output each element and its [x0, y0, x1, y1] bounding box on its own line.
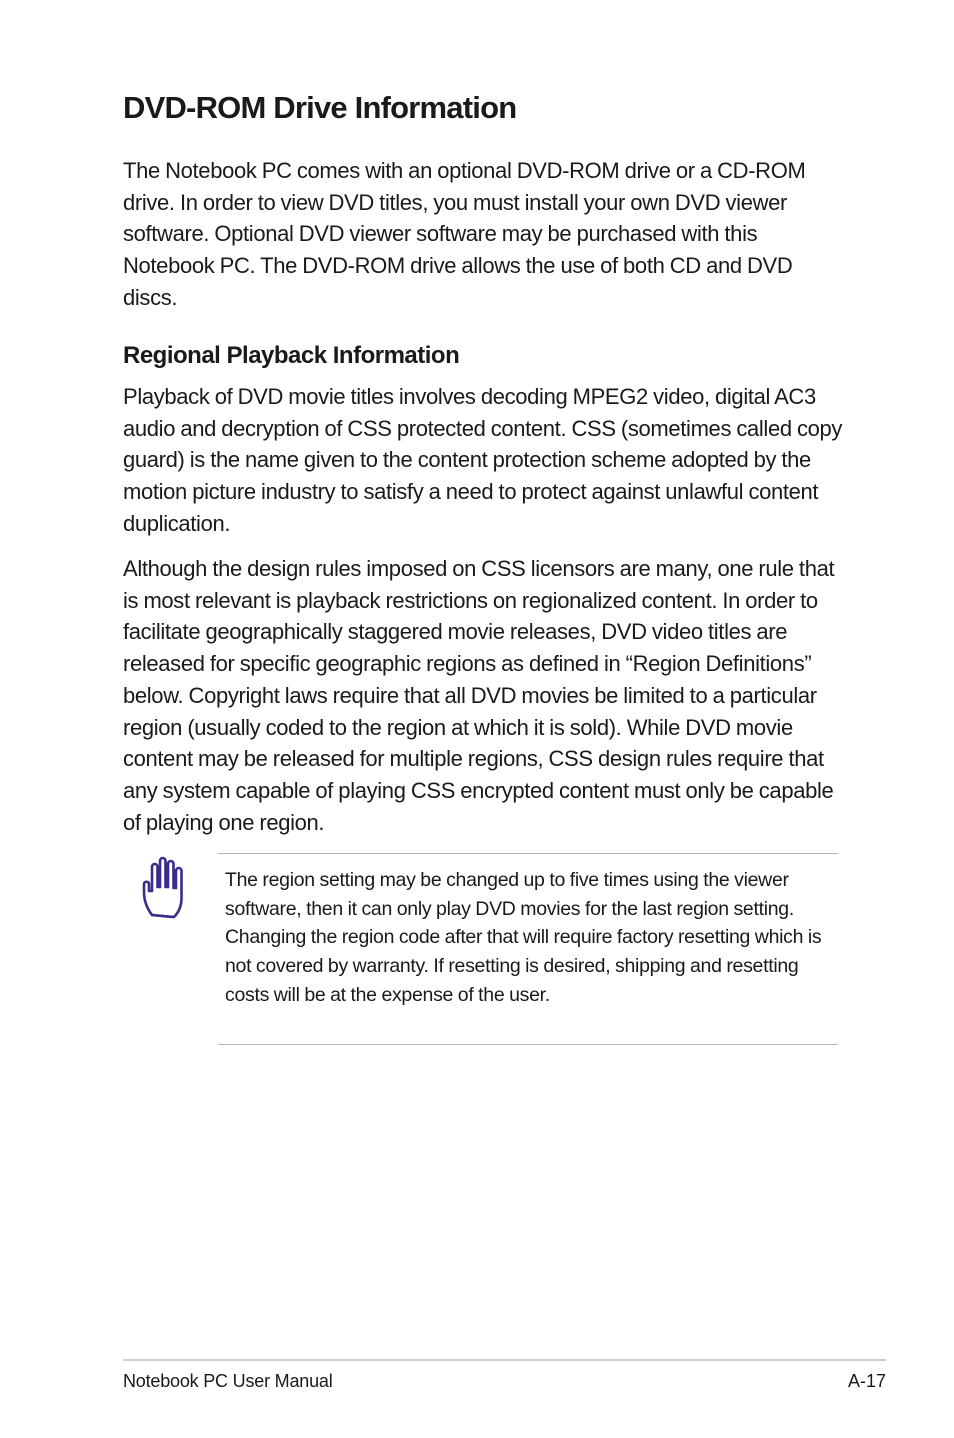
hand-icon [140, 856, 190, 922]
footer-manual-title: Notebook PC User Manual [123, 1371, 333, 1391]
regional-paragraph-2: Although the design rules imposed on CSS licensors are many, one rule that is most relevant is playback restrictions on regionalized content. In order to facilitate geographically staggered movie releases, DVD video titles are released for specific geographic regions as defined in “Region Definitions” below. Copyright laws require that all DVD movies be limited to a particular region (usually coded to the region at which it is sold). While DVD movie content may be released for multiple regions, CSS design rules require that any system capable of playing CSS encrypted content must only be capable of playing one region. [123, 556, 835, 835]
note-text: The region setting may be changed up to five times using the viewer software, then it can only play DVD movies for the last region setting. Changing the region code after that will require factory resetting which is not covered by warranty. If resetting is desired, shipping and resetting costs will be at the expense of the user. [225, 869, 822, 1006]
footer-page-number: A-17 [847, 1371, 886, 1391]
intro-paragraph: The Notebook PC comes with an optional DVD-ROM drive or a CD-ROM drive. In order to view DVD titles, you must install your own DVD viewer software. Optional DVD viewer software may be purchased with this Notebook PC. The DVD-ROM drive allows the use of both CD and DVD discs. [123, 158, 806, 310]
footer-divider [123, 1359, 886, 1361]
note-bottom-divider [218, 1044, 838, 1045]
section-heading: Regional Playback Information [123, 342, 460, 369]
note-top-divider [218, 853, 838, 854]
page-title: DVD-ROM Drive Information [123, 90, 517, 125]
regional-paragraph-1: Playback of DVD movie titles involves decoding MPEG2 video, digital AC3 audio and decryption of CSS protected content. CSS (sometimes called copy guard) is the name given to the content protection scheme adopted by the motion picture industry to satisfy a need to protect against unlawful content duplication. [123, 384, 843, 536]
